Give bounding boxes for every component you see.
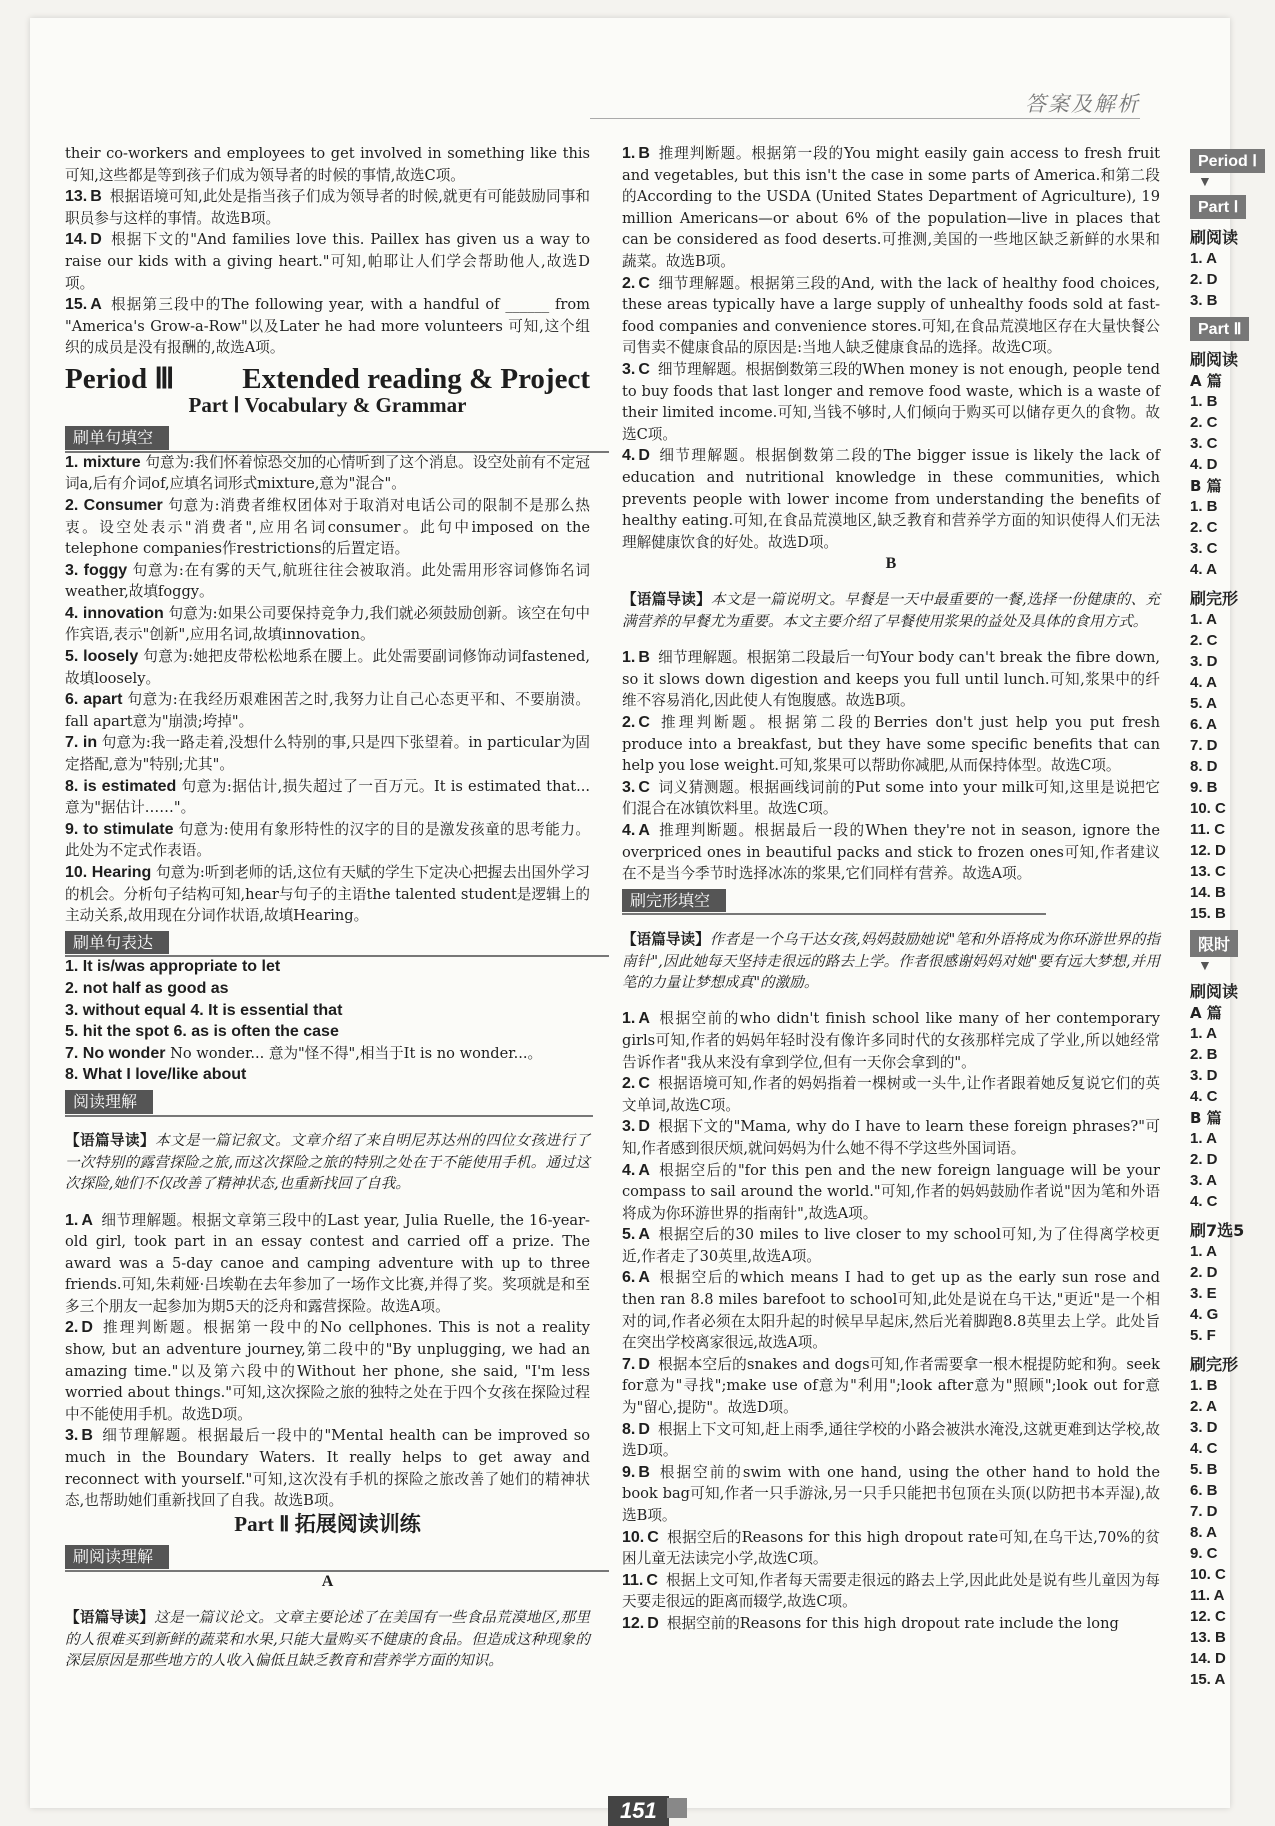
answer-item (622, 1267, 1160, 1353)
label-seven: 刷7选5 (1190, 1221, 1245, 1240)
item-number: 5. (65, 648, 84, 666)
item-answer: D (638, 1420, 650, 1438)
fill-item (65, 862, 590, 927)
sidebar-answer: 2. C (1190, 632, 1218, 649)
item-answer: 1. It is/was appropriate to let (65, 958, 281, 976)
express-item (65, 1043, 590, 1065)
item-answer: C (646, 1571, 658, 1589)
sidebar-answer: 4. C (1190, 1193, 1218, 1210)
item-number: 10. (622, 1528, 645, 1546)
item-number: 14. (65, 231, 88, 249)
item-answer: A (638, 1226, 650, 1244)
item-number: 3. (65, 1427, 79, 1445)
item-answer: D (647, 1614, 659, 1632)
passage-guide-1: 【语篇导读】本文是一篇记叙文。文章介绍了来自明尼苏达州的四位女孩进行了一次特别的露营探险之旅,而这次探险之旅的特别之处在于不能使用手机。通过这次探险,她们不仅改善了精神状态,也重新找回了自我。 (65, 1132, 590, 1193)
item-explanation: 根据上下文可知,赶上雨季,通往学校的小路会被洪水淹没,这就更难到达学校,故选D项。 (622, 1420, 1160, 1460)
item-answer: to stimulate (83, 820, 174, 838)
item-answer: B (90, 188, 102, 206)
part2-title: Part Ⅱ 拓展阅读训练 (234, 1511, 421, 1536)
sidebar-answer: 6. B (1190, 1482, 1218, 1499)
item-number: 6. (65, 691, 84, 709)
item-number: 2. (65, 1319, 79, 1337)
answer-item (622, 1570, 1160, 1613)
passage-letter-b: B (885, 555, 897, 573)
item-number: 2. (622, 274, 636, 292)
passage-guide-3: 【语篇导读】本文是一篇说明文。早餐是一天中最重要的一餐,选择一份健康的、充满营养的早餐尤为重要。本文主要介绍了早餐使用浆果的益处及具体的食用方式。 (622, 591, 1160, 631)
sidebar-answer: 4. D (1190, 456, 1218, 473)
sidebar-answer: 1. A (1190, 250, 1217, 267)
passage-guide-4: 【语篇导读】作者是一个乌干达女孩,妈妈鼓励她说"笔和外语将成为你环游世界的指南针",因此她每天坚持走很远的路去上学。作者很感谢妈妈对她"要有远大梦想,并用笔的力量让梦想成真"的激励。 (622, 930, 1160, 992)
item-answer: A (638, 822, 650, 839)
sidebar-answer: 4. A (1190, 674, 1217, 691)
passage-a-answers (622, 143, 1160, 553)
item-number: 4. (622, 822, 636, 839)
item-explanation: 根据空后的which means I had to get up as the early sun rose and then ran 8.8 miles barefoot to school可知,此处是说在乌干达,"更近"是一个相对的词,作者必须在太阳升起的时候早早起床,然后光着脚跑8.8英里去上学。此处旨在突出学校离家很远,故选A项。 (622, 1269, 1160, 1352)
item-explanation: 根据本空后的snakes and dogs可知,作者需要拿一根木棍提防蛇和狗。seek for意为"寻找";make use of意为"利用";look after意为"照顾";look out for意为"留心,提防"。故选D项。 (622, 1355, 1160, 1417)
tab-part1: Part Ⅰ (1190, 195, 1246, 219)
item-number: 2. (622, 714, 636, 732)
item-explanation: 细节理解题。根据倒数第三段的When money is not enough, people tend to buy foods that last longer and remove food waste, which is a waste of their limited income.可知,当钱不够时,人们倾向于购买可以储存更久的食物。故选C项。 (622, 360, 1160, 443)
sidebar-answer: 3. A (1190, 1172, 1217, 1189)
fill-item (65, 603, 590, 646)
answer-item (622, 1354, 1160, 1419)
sidebar-answer: 3. D (1190, 1419, 1218, 1436)
item-explanation: 句意为:据估计,损失超过了一百万元。It is estimated that... 意为"据估计……"。 (65, 777, 590, 817)
item-explanation: 根据空前的who didn't finish school like many of her contemporary girls可知,作者的妈妈年轻时没有像许多同时代的女孩那样完成了学业,所以她经常告诉作者"我从来没有拿到学位,但有一天你会拿到的"。 (622, 1010, 1160, 1071)
fill-item (65, 732, 590, 775)
sidebar-answer: 10. C (1190, 800, 1226, 817)
page-number-decoration (667, 1798, 687, 1818)
item-explanation: 根据空后的Reasons for this high dropout rate可知,在乌干达,70%的贫困儿童无法读完小学,故选C项。 (622, 1528, 1160, 1568)
item-answer: mixture (82, 453, 141, 471)
section-fill-blank: 刷单句填空 (65, 426, 169, 450)
item-number: 3. (622, 360, 636, 378)
item-number: 13. (65, 188, 88, 206)
answer-item (622, 1527, 1160, 1570)
item-number: 11. (622, 1571, 644, 1589)
sidebar-answer: 2. D (1190, 271, 1218, 288)
item-answer: B (638, 1463, 650, 1481)
sidebar-answer: 4. G (1190, 1306, 1219, 1323)
express-item (65, 956, 590, 978)
item-explanation: their co-workers and employees to get involved in something like this 可知,这些都是等到孩子们成为领导者的时候的事情,故选C项。 (65, 145, 590, 184)
left-column (65, 143, 590, 1687)
item-number: 12. (622, 1614, 645, 1632)
fill-item (65, 689, 590, 732)
answer-item (622, 445, 1160, 553)
item-number: 1. (622, 145, 636, 162)
section-sentence-express: 刷单句表达 (65, 931, 169, 955)
sidebar-answer: 1. B (1190, 1377, 1218, 1394)
item-number: 3. (622, 1118, 636, 1136)
answer-item (622, 1613, 1160, 1635)
sidebar-answer: 2. C (1190, 519, 1218, 536)
item-explanation: 句意为:如果公司要保持竞争力,我们就必须鼓励创新。该空在句中作宾语,表示"创新",应用名词,故填innovation。 (65, 604, 590, 644)
item-answer: 2. not half as good as (65, 979, 229, 997)
express-item (65, 978, 590, 1000)
passage-guide-2: 【语篇导读】这是一篇议论文。文章主要论述了在美国有一些食品荒漠地区,那里的人很难买到新鲜的蔬菜和水果,只能大量购买不健康的食品。但造成这种现象的深层原因是那些地方的人收入偏低且缺乏教育和营养学方面的知识。 (65, 1609, 590, 1670)
sidebar-answer: 9. C (1190, 1545, 1218, 1562)
sidebar-answer: 12. C (1190, 1608, 1226, 1625)
item-answer: D (638, 1355, 650, 1373)
sidebar-answer: 4. C (1190, 1088, 1218, 1105)
item-explanation: 细节理解题。根据倒数第二段的The bigger issue is likely the lack of education and nutritional knowledge in these communities, which prevents people with lower income from understanding the benefits of healthy eating.可知,在食品荒漠地区,缺乏教育和营养学方面的知识使得人们无法理解健康饮食的好处。故选D项。 (622, 447, 1160, 551)
fill-item (65, 819, 590, 862)
fill-item (65, 776, 590, 819)
sidebar-read3b (1190, 1128, 1275, 1212)
item-number: 9. (65, 820, 84, 838)
item-number: 1. (622, 649, 636, 667)
item-answer: innovation (82, 604, 164, 622)
sidebar-answer: 8. D (1190, 758, 1218, 775)
item-number: 4. (65, 604, 83, 622)
answer-item (622, 1008, 1160, 1073)
reading-answer-list (65, 1210, 590, 1512)
sidebar-read2a (1190, 391, 1275, 475)
sidebar-answer: 3. D (1190, 1067, 1218, 1084)
item-explanation: 词义猜测题。根据画线词前的Put some into your milk可知,这里是说把它们混合在冰镇饮料里。故选C项。 (622, 778, 1160, 818)
period-label: Period Ⅲ (65, 362, 175, 395)
tab-period: Period Ⅰ (1190, 149, 1265, 173)
item-explanation: No wonder... 意为"怪不得",相当于It is no wonder...。 (165, 1044, 543, 1062)
label-b2: B 篇 (1190, 1109, 1222, 1127)
sentence-express-list (65, 956, 590, 1086)
item-explanation: 根据语境可知,此处是指当孩子们成为领导者的时候,就更有可能鼓励同事和职员参与这样的事情。故选B项。 (65, 188, 590, 227)
sidebar-answer: 1. B (1190, 393, 1218, 410)
sidebar-answer: 4. A (1190, 561, 1217, 578)
sidebar-answer: 14. D (1190, 1650, 1226, 1667)
section-extended-reading: 刷阅读理解 (65, 1545, 169, 1569)
item-number: 4. (622, 1161, 636, 1179)
item-explanation: 句意为:我们怀着惊恐交加的心情听到了这个消息。设空处前有不定冠词a,后有介词of,应填名词形式mixture,意为"混合"。 (65, 453, 590, 493)
item-number: 2. (65, 496, 84, 514)
answer-sidebar (1190, 143, 1275, 1690)
sidebar-read1 (1190, 248, 1275, 311)
right-column (622, 143, 1160, 1635)
item-explanation: 根据空后的"for this pen and the new foreign language will be your compass to sail around the world."可知,作者的妈妈鼓励作者说"因为笔和外语将成为你环游世界的指南针",故选A项。 (622, 1161, 1160, 1222)
sidebar-answer: 14. B (1190, 884, 1226, 901)
sidebar-answer: 9. B (1190, 779, 1218, 796)
item-explanation: 推理判断题。根据最后一段的When they're not in season, ignore the overpriced ones in beautiful packs and stick to frozen ones可知,作者建议在不是当今季节时选择冰冻的浆果,它们同样有营养。故选A项。 (622, 822, 1160, 883)
item-answer: D (638, 1118, 650, 1136)
sidebar-answer: 13. B (1190, 1629, 1226, 1646)
item-number: 8. (65, 777, 84, 795)
sidebar-answer: 3. B (1190, 292, 1218, 309)
answer-item (622, 359, 1160, 445)
item-answer: Consumer (83, 496, 163, 514)
item-number: 1. (622, 1010, 636, 1028)
item-explanation: 句意为:消费者维权团体对于取消对电话公司的限制不是那么热衷。设空处表示"消费者",应用名词consumer。此句中imposed on the telephone companies作restrictions的后置定语。 (65, 496, 590, 558)
answer-item (65, 1210, 590, 1318)
sidebar-answer: 1. A (1190, 1130, 1217, 1147)
fill-item (65, 495, 590, 560)
answer-item (622, 647, 1160, 712)
item-answer: in (82, 734, 98, 752)
item-answer: 8. What I love/like about (65, 1066, 247, 1084)
answer-item (622, 1073, 1160, 1116)
answer-item (622, 273, 1160, 359)
sidebar-answer: 3. E (1190, 1285, 1217, 1302)
label-b: B 篇 (1190, 477, 1222, 495)
period-subtitle: Extended reading & Project (242, 362, 590, 395)
item-answer: apart (83, 691, 123, 709)
item-answer: D (81, 1319, 93, 1337)
sidebar-answer: 12. D (1190, 842, 1226, 859)
answer-item (622, 143, 1160, 273)
page-number: 151 (608, 1796, 669, 1826)
item-number: 3. (622, 778, 636, 796)
item-answer: Hearing (91, 864, 152, 881)
item-explanation: 根据下文的"Mama, why do I have to learn these foreign phrases?"可知,作者感到很厌烦,就问妈妈为什么她不得不学这些外国词语。 (622, 1118, 1160, 1157)
sidebar-answer: 2. A (1190, 1398, 1217, 1415)
item-explanation: 句意为:听到老师的话,这位有天赋的学生下定决心把握去出国外学习的机会。分析句子结构可知,hear与句子的主语the talented student是逻辑上的主动关系,故用现在分词作状语,故填Hearing。 (65, 864, 591, 925)
item-answer: A (638, 1269, 650, 1287)
header-rule (590, 118, 1140, 119)
sidebar-answer: 15. A (1190, 1671, 1226, 1688)
item-explanation: 根据语境可知,作者的妈妈指着一棵树或一头牛,让作者跟着她反复说它们的英文单词,故选C项。 (622, 1075, 1160, 1114)
header-title: 答案及解析 (1025, 92, 1140, 116)
item-answer: is estimated (83, 777, 177, 795)
item-answer: A (638, 1161, 650, 1179)
item-number: 10. (65, 864, 92, 881)
section-reading: 阅读理解 (65, 1090, 153, 1114)
sidebar-answer: 1. A (1190, 1025, 1217, 1042)
sidebar-answer: 4. C (1190, 1440, 1218, 1457)
item-answer: C (638, 778, 650, 796)
item-explanation: 根据空后的30 miles to live closer to my school可知,为了住得离学校更近,作者走了30英里,故选A项。 (622, 1226, 1160, 1265)
item-answer: 5. hit the spot 6. as is often the case (65, 1023, 339, 1041)
sidebar-answer: 11. C (1190, 821, 1226, 838)
sidebar-answer: 5. B (1190, 1461, 1218, 1478)
sidebar-seven (1190, 1241, 1275, 1346)
express-item (65, 1021, 590, 1043)
sidebar-answer: 3. C (1190, 435, 1218, 452)
label-a2: A 篇 (1190, 1004, 1222, 1022)
answer-item (65, 1425, 590, 1511)
item-explanation: 根据下文的"And families love this. Paillex has given us a way to raise our kids with a giving heart."可知,帕耶让人们学会帮助他人,故选D项。 (65, 231, 590, 292)
triangle-icon: ▼ (1198, 957, 1212, 973)
item-answer: C (638, 360, 650, 378)
item-explanation: 细节理解题。根据第二段最后一句Your body can't break the fibre down, so it slows down digestion and keeps you full until lunch.可知,浆果中的纤维不容易消化,因此使人有饱腹感。故选B项。 (622, 649, 1160, 710)
section-cloze: 刷完形填空 (622, 889, 726, 913)
answer-item (622, 777, 1160, 820)
item-answer: 3. without equal 4. It is essential that (65, 1001, 343, 1019)
answer-item (622, 1462, 1160, 1527)
answer-item (65, 294, 590, 359)
item-number: 8. (622, 1420, 636, 1438)
cloze-answers (622, 1008, 1160, 1634)
item-explanation: 推理判断题。根据第一段的You might easily gain access to fresh fruit and vegetables, but this isn't the case in some parts of America.和第二段的According to the USDA (United States Department of Agriculture), 19 million Americans—or about 6% of the population—live in places that can be considered as food deserts.可推测,美国的一些地区缺乏新鲜的水果和蔬菜。故选B项。 (622, 145, 1160, 270)
sidebar-answer: 7. D (1190, 737, 1218, 754)
item-answer: A (81, 1211, 93, 1229)
sidebar-answer: 15. B (1190, 905, 1226, 922)
item-explanation: 根据空前的Reasons for this high dropout rate include the long (666, 1614, 1119, 1632)
item-answer: B (81, 1427, 93, 1445)
item-answer: B (638, 649, 650, 667)
passage-letter-a: A (321, 1573, 334, 1590)
item-answer: C (638, 714, 650, 732)
item-answer: C (638, 1075, 650, 1093)
label-read3: 刷阅读 (1190, 982, 1239, 1001)
period-title (65, 362, 590, 395)
tab-part2: Part Ⅱ (1190, 317, 1249, 341)
sidebar-answer: 1. B (1190, 498, 1218, 515)
item-answer: B (638, 145, 650, 162)
item-number: 6. (622, 1269, 636, 1287)
passage-b-answers (622, 647, 1160, 885)
item-explanation: 根据第三段中的The following year, with a handful of ______ from "America's Grow-a-Row"以及Later he had more volunteers 可知,这个组织的成员是没有报酬的,故选A项。 (65, 296, 590, 357)
label-read1: 刷阅读 (1190, 228, 1239, 247)
item-explanation: 细节理解题。根据第三段的And, with the lack of healthy food choices, these areas typically have a large supply of unhealthy foods sold at fast-food companies and convenience stores.可知,在食品荒漠地区存在大量快餐公司售卖不健康食品的原因是:当地人缺乏健康食品的选择。故选C项。 (622, 274, 1160, 357)
express-item (65, 1000, 590, 1022)
item-explanation: 细节理解题。根据文章第三段中的Last year, Julia Ruelle, the 16-year-old girl, took part in an essay contest and carried off a prize. The award was a 5-day canoe and camping adventure with up to three friends.可知,朱莉娅·吕埃勒在去年参加了一场作文比赛,并得了奖。奖项就是和至多三个朋友一起参加为期5天的泛舟和露营探险。故选A项。 (65, 1211, 590, 1315)
sidebar-answer: 1. A (1190, 611, 1217, 628)
fill-item (65, 452, 590, 495)
fill-blank-list (65, 452, 590, 927)
item-number: 3. (65, 561, 84, 579)
answer-item (622, 1116, 1160, 1159)
item-answer: C (638, 274, 650, 292)
fill-item (65, 560, 590, 603)
item-answer: foggy (83, 561, 128, 579)
item-explanation: 根据空前的swim with one hand, using the other hand to hold the book bag可知,作者一只手游泳,另一只手只能把书包顶在头顶(以防把书本弄湿),故选B项。 (622, 1463, 1160, 1524)
sidebar-answer: 2. D (1190, 1264, 1218, 1281)
item-answer: A (90, 296, 102, 314)
item-number: 1. (65, 453, 83, 471)
item-answer: D (638, 447, 650, 465)
fill-item (65, 646, 590, 689)
item-number: 1. (65, 1211, 79, 1229)
answer-item (622, 820, 1160, 885)
sidebar-answer: 5. A (1190, 695, 1217, 712)
item-explanation: 句意为:我一路走着,没想什么特别的事,只是四下张望着。in particular为固定搭配,意为"特别;尤其"。 (65, 734, 590, 774)
answer-item (65, 229, 590, 294)
sidebar-answer: 13. C (1190, 863, 1226, 880)
triangle-icon: ▼ (1198, 173, 1212, 189)
item-explanation: 根据上文可知,作者每天需要走很远的路去上学,因此此处是说有些儿童因为每天要走很远的距离而辍学,故选C项。 (622, 1571, 1160, 1611)
sidebar-cloze (1190, 609, 1275, 924)
item-explanation: 细节理解题。根据最后一段中的"Mental health can be improved so much in the Boundary Waters. It really helps to get away and reconnect with yourself."可知,这次没有手机的探险之旅改善了她们的精神状态,也帮助她们重新找回了自我。故选B项。 (65, 1427, 590, 1510)
sidebar-answer: 5. F (1190, 1327, 1216, 1344)
answer-item (622, 1160, 1160, 1225)
continued-answers (65, 143, 590, 359)
answer-item (65, 143, 590, 186)
sidebar-read3a (1190, 1023, 1275, 1107)
item-explanation: 推理判断题。根据第一段中的No cellphones. This is not a reality show, but an adventure journey,第二段中的"By unplugging, we had an amazing time."以及第六段中的Without her phone, she said, "I'm less worried about things."可知,这次探险之旅的独特之处在于四个女孩在探险过程中不能使用手机。故选D项。 (65, 1319, 590, 1423)
item-number: 9. (622, 1463, 636, 1481)
answer-item (622, 712, 1160, 777)
item-number: 7. (622, 1355, 636, 1373)
item-answer: 7. No wonder (65, 1044, 166, 1062)
item-answer: C (647, 1528, 659, 1546)
sidebar-answer: 2. B (1190, 1046, 1218, 1063)
sidebar-answer: 1. A (1190, 1243, 1217, 1260)
item-number: 15. (65, 296, 88, 314)
answer-item (65, 186, 590, 229)
item-explanation: 句意为:使用有象形特性的汉字的目的是激发孩童的思考能力。此处为不定式作表语。 (65, 820, 590, 860)
answer-page (30, 18, 1257, 1823)
item-number: 4. (622, 447, 636, 465)
label-cloze: 刷完形 (1190, 589, 1239, 608)
answer-item (622, 1419, 1160, 1462)
item-number: 2. (622, 1075, 636, 1093)
item-number: 7. (65, 734, 83, 752)
sidebar-answer: 2. C (1190, 414, 1218, 431)
sidebar-answer: 3. C (1190, 540, 1218, 557)
item-explanation: 句意为:在有雾的天气,航班往往会被取消。此处需用形容词修饰名词weather,故填foggy。 (65, 561, 590, 601)
sidebar-answer: 8. A (1190, 1524, 1217, 1541)
part1-title: Part Ⅰ Vocabulary & Grammar (188, 392, 467, 417)
sidebar-answer: 3. D (1190, 653, 1218, 670)
sidebar-answer: 2. D (1190, 1151, 1218, 1168)
item-explanation: 句意为:她把皮带松松地系在腰上。此处需要副词修饰动词fastened,故填loosely。 (65, 648, 590, 687)
item-answer: D (90, 231, 102, 249)
sidebar-answer: 11. A (1190, 1587, 1225, 1604)
item-answer: A (638, 1010, 650, 1028)
answer-item (622, 1224, 1160, 1267)
sidebar-answer: 6. A (1190, 716, 1217, 733)
label-cloze2: 刷完形 (1190, 1355, 1239, 1374)
sidebar-answer: 10. C (1190, 1566, 1226, 1583)
label-a: A 篇 (1190, 372, 1222, 390)
sidebar-cloze2 (1190, 1375, 1275, 1690)
tab-timed: 限时 (1190, 930, 1238, 957)
item-answer: loosely (83, 648, 139, 666)
sidebar-read2b (1190, 496, 1275, 580)
item-explanation: 推理判断题。根据第二段的Berries don't just help you put fresh produce into a breakfast, but they have some specific benefits that can help you lose weight.可知,浆果可以帮助你减肥,从而保持体型。故选C项。 (622, 714, 1160, 775)
item-number: 5. (622, 1226, 636, 1244)
item-explanation: 句意为:在我经历艰难困苦之时,我努力让自己心态更平和、不要崩溃。fall apart意为"崩溃;垮掉"。 (65, 691, 590, 730)
answer-item (65, 1317, 590, 1425)
express-item (65, 1064, 590, 1086)
sidebar-answer: 7. D (1190, 1503, 1218, 1520)
label-read2: 刷阅读 (1190, 350, 1239, 369)
